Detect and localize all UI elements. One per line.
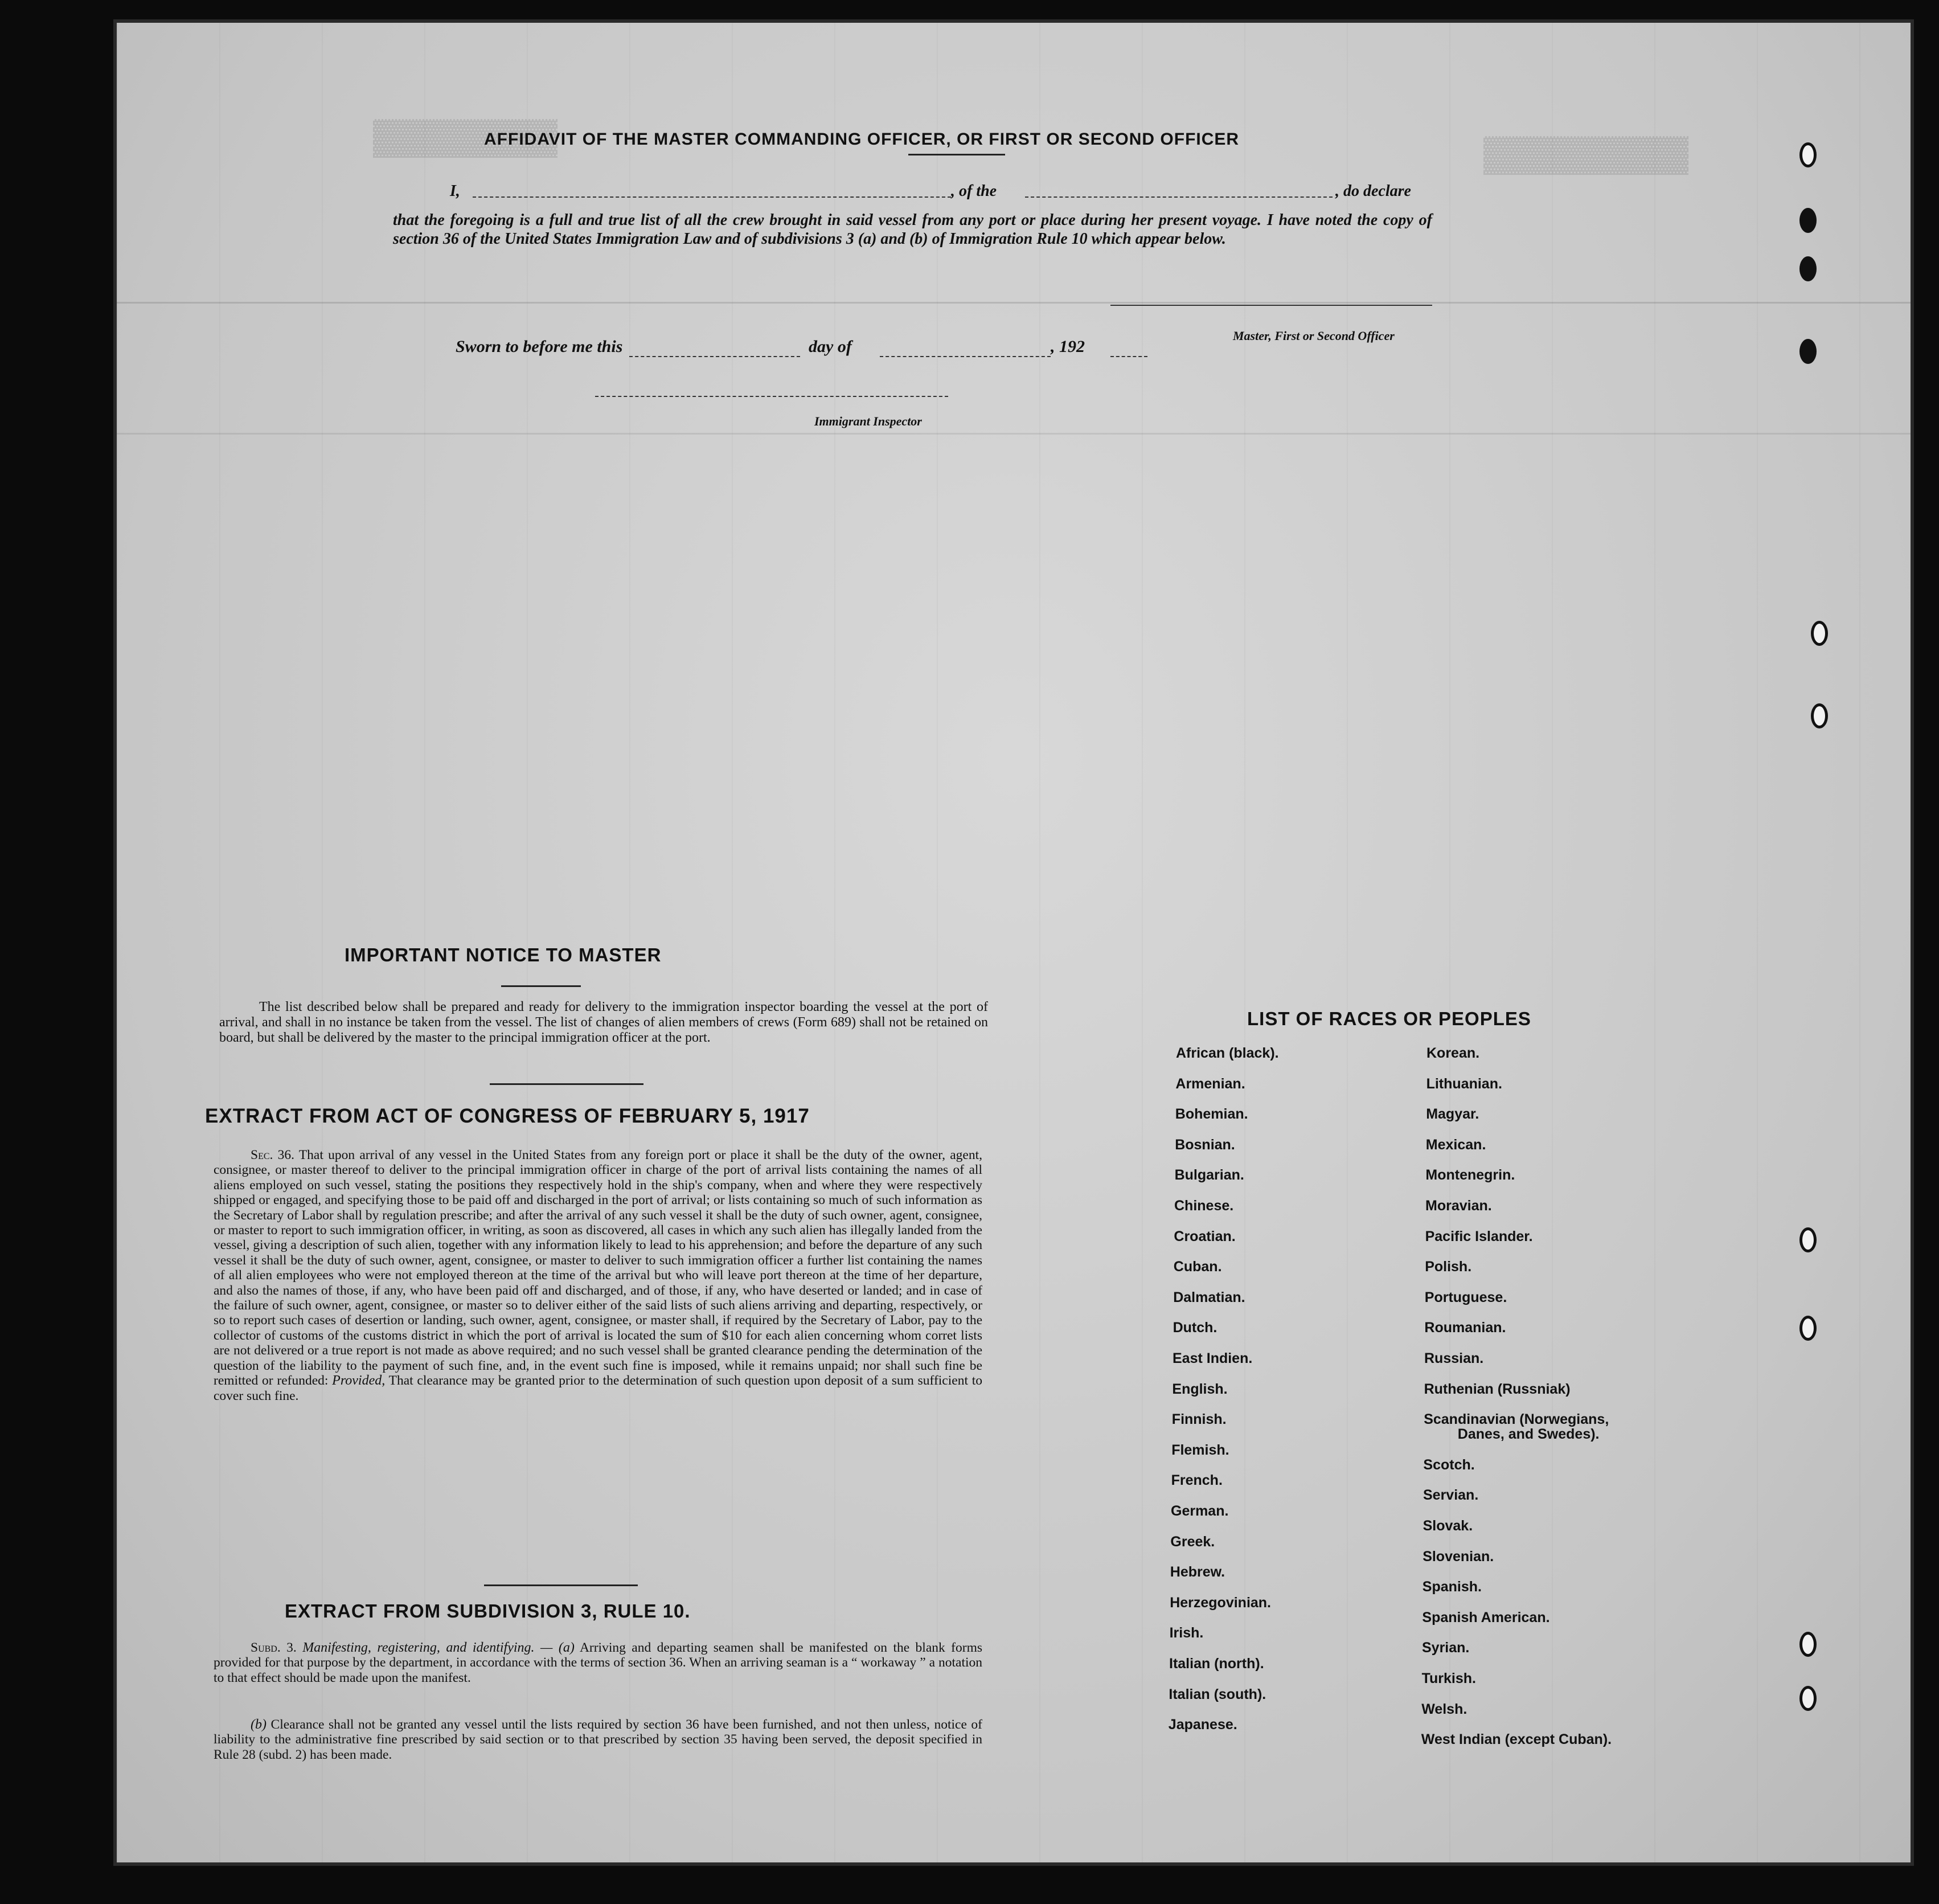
inspector-caption: Immigrant Inspector (814, 414, 922, 428)
bleed-through-rule (117, 433, 1911, 435)
part-a-text: Arriving and departing seamen shall be manifested on the blank forms provided for that purpose by the department, in accordance with the terms of section 36. When an arriving seaman is a “ workaway ” a notation to that effect should be made upon the manifest. (214, 1640, 983, 1685)
affidavit-body: that the foregoing is a full and true list of all the crew brought in said vessel from any port or place during her present voyage. I have noted the copy of section 36 of the United States Immigration Law and of subdivisions 3 (a) and (b) of Immigration Rule 10 which appear below. (393, 211, 1432, 248)
binder-hole (1811, 621, 1828, 646)
notice-body: The list described below shall be prepared and ready for delivery to the immigration inspector boarding the vessel at the port of arrival, and shall in no instance be taken from the vessel. The list of changes of alien members of crews (Form 689) shall not be retained on board, but shall be delivered by the master to the principal immigration officer at the port. (219, 1000, 988, 1045)
race-left-item: Finnish. (1171, 1411, 1227, 1428)
bleed-through-mark: ▓▓▓▓▓▓▓▓▓ (373, 120, 558, 158)
race-left-item: African (black). (1176, 1045, 1279, 1061)
master-caption: Master, First or Second Officer (1233, 329, 1395, 343)
race-right-item: Danes, and Swedes). (1457, 1426, 1600, 1443)
race-left-item: Dutch. (1173, 1320, 1217, 1336)
notice-underline (501, 985, 581, 987)
race-left-item: Croatian. (1174, 1228, 1236, 1244)
name-blank[interactable] (473, 196, 951, 198)
sworn-year-blank[interactable] (1110, 356, 1147, 357)
master-signature-line[interactable] (1110, 305, 1432, 306)
vessel-blank[interactable] (1025, 196, 1333, 198)
race-right-item: Spanish. (1422, 1579, 1482, 1595)
race-right-item: Scandinavian (Norwegians, (1424, 1411, 1609, 1428)
race-right-item: Magyar. (1426, 1106, 1479, 1123)
sec-label: Sec. 36. (251, 1148, 294, 1162)
affidavit-title: AFFIDAVIT OF THE MASTER COMMANDING OFFICER, OR FIRST OR SECOND OFFICER (484, 130, 1240, 149)
race-left-item: German. (1171, 1503, 1229, 1519)
subd-label: Subd. 3. (251, 1640, 297, 1655)
race-left-item: East Indien. (1173, 1350, 1253, 1366)
notice-divider (490, 1083, 643, 1085)
act-text-end: That clearance may be granted prior to the determination of such question upon deposit of a sum sufficient to cover such fine. (214, 1373, 983, 1403)
document-sheet (117, 23, 1911, 1862)
race-left-item: Bohemian. (1175, 1106, 1248, 1123)
race-left-item: Japanese. (1168, 1717, 1237, 1733)
binder-hole (1799, 142, 1817, 167)
race-right-item: Servian. (1423, 1487, 1479, 1504)
binder-hole (1799, 339, 1817, 364)
title-underline (908, 154, 1005, 155)
race-right-item: Roumanian. (1424, 1320, 1506, 1336)
race-right-item: Polish. (1425, 1259, 1472, 1275)
rule-extract-part-b (214, 1717, 982, 1762)
act-extract-body (214, 1148, 982, 1403)
race-left-item: Bulgarian. (1174, 1167, 1244, 1184)
race-right-item: Korean. (1426, 1045, 1480, 1061)
race-left-item: Chinese. (1174, 1198, 1234, 1214)
race-right-item: Portuguese. (1424, 1289, 1507, 1305)
rule-extract-title: EXTRACT FROM SUBDIVISION 3, RULE 10. (285, 1600, 691, 1622)
subd-heading: Manifesting, registering, and identifying. (302, 1640, 535, 1655)
race-right-item: Slovak. (1423, 1518, 1473, 1534)
race-left-item: Italian (south). (1169, 1686, 1266, 1702)
race-left-item: Armenian. (1175, 1075, 1245, 1092)
race-right-item: Welsh. (1421, 1701, 1467, 1717)
binder-hole (1799, 1316, 1817, 1341)
race-right-item: Pacific Islander. (1425, 1228, 1533, 1244)
day-of-label: day of (809, 337, 852, 356)
binder-hole (1799, 1686, 1817, 1711)
race-left-item: Italian (north). (1169, 1656, 1264, 1672)
race-left-item: Greek. (1170, 1533, 1215, 1550)
affidavit-declare-label: , do declare (1335, 182, 1411, 200)
race-left-item: Flemish. (1171, 1442, 1229, 1458)
act-extract-title: EXTRACT FROM ACT OF CONGRESS OF FEBRUARY 5, 1917 (205, 1105, 810, 1127)
race-right-item: Lithuanian. (1426, 1075, 1502, 1092)
sworn-label: Sworn to before me this (456, 337, 623, 356)
sworn-month-blank[interactable] (880, 356, 1051, 357)
part-b-text: Clearance shall not be granted any vessel until the lists required by section 36 have been furnished, and not then unless, notice of liability to the administrative fine prescribed by said section or to that prescribed by section 35 having been served, the deposit specified in Rule 28 (subd. 2) has been made. (214, 1717, 982, 1762)
race-right-item: Scotch. (1423, 1456, 1475, 1473)
race-right-item: Turkish. (1421, 1670, 1476, 1686)
race-left-item: Bosnian. (1175, 1136, 1235, 1153)
binder-hole (1811, 703, 1828, 728)
bleed-through-rule (117, 302, 1911, 304)
race-right-item: Russian. (1424, 1350, 1484, 1366)
sworn-day-blank[interactable] (629, 356, 800, 357)
race-right-item: West Indian (except Cuban). (1421, 1731, 1612, 1748)
race-right-item: Mexican. (1425, 1136, 1486, 1153)
year-label: , 192 (1051, 337, 1085, 356)
affidavit-i-label: I, (450, 182, 460, 200)
race-left-item: French. (1171, 1472, 1223, 1489)
race-left-item: Cuban. (1173, 1259, 1222, 1275)
part-b-label: (b) (251, 1717, 267, 1732)
race-right-item: Slovenian. (1423, 1548, 1494, 1565)
race-left-item: Dalmatian. (1173, 1289, 1245, 1305)
notice-title: IMPORTANT NOTICE TO MASTER (345, 944, 662, 965)
provided-label: Provided, (332, 1373, 386, 1389)
binder-hole (1799, 1227, 1817, 1252)
binder-hole (1799, 1632, 1817, 1657)
race-left-item: Herzegovinian. (1170, 1594, 1272, 1611)
race-right-item: Ruthenian (Russniak) (1424, 1381, 1571, 1397)
affidavit-of-the-label: , of the (951, 182, 997, 200)
race-left-item: Hebrew. (1170, 1564, 1225, 1580)
race-right-item: Syrian. (1422, 1640, 1470, 1656)
binder-hole (1799, 208, 1817, 233)
race-left-item: Irish. (1169, 1625, 1204, 1641)
inspector-signature-line[interactable] (595, 396, 948, 397)
race-right-item: Moravian. (1425, 1198, 1492, 1214)
race-right-item: Montenegrin. (1425, 1167, 1515, 1184)
bleed-through-mark: ▓▓▓▓▓▓▓▓▓▓ (1483, 137, 1689, 175)
race-left-item: English. (1172, 1381, 1228, 1397)
races-title: LIST OF RACES OR PEOPLES (1247, 1008, 1531, 1029)
binder-hole (1799, 256, 1817, 281)
rule-extract-part-a (214, 1640, 982, 1685)
act-divider (484, 1584, 638, 1586)
act-text: That upon arrival of any vessel in the United States from any foreign port or place it shall be the duty of the owner, agent, consignee, or master thereof to deliver to the principal immigration officer in charge of the port of arrival lists containing the names of all aliens employed on such vessel, stating the positions they respectively hold in the ship's company, when and where they were respectively shipped or engaged, and specifying those to be paid off and discharged in the port of arrival; or lists containing so much of such information as the Secretary of Labor shall by regulation prescribe; and after the arrival of any such vessel it shall be the duty of such owner, agent, consignee, or master to report to such immigration officer, in writing, as soon as discovered, all cases in which any such alien has illegally landed from the vessel, giving a description of such alien, together with any information likely to lead to his apprehension; and before the departure of any such vessel it shall be the duty of such owner, agent, consignee, or master to deliver to such immigration officer a further list containing the names of all alien employees who were not employed thereon at the time of the arrival but who will leave port thereon at the time of her departure, and also the names of those, if any, who have been paid off and discharged, and of those, if any, who have deserted or landed; and in case of the failure of such owner, agent, consignee, or master so to deliver either of the said lists of such aliens arriving and departing, respectively, or so to report such cases of desertion or landing, such owner, agent, consignee, or master shall, if required by the Secretary of Labor, pay to the collector of customs of the customs district in which the port of arrival is located the sum of $10 for each alien concerning whom corret lists are not delivered or a true report is not made as above required; and no such vessel shall be granted clearance pending the determination of the question of the liability to the payment of such fine, and, in the event such fine is imposed, while it remains unpaid; nor shall such fine be remitted or refunded: (214, 1148, 983, 1389)
part-a-label: — (a) (540, 1640, 575, 1655)
race-right-item: Spanish American. (1422, 1609, 1550, 1625)
